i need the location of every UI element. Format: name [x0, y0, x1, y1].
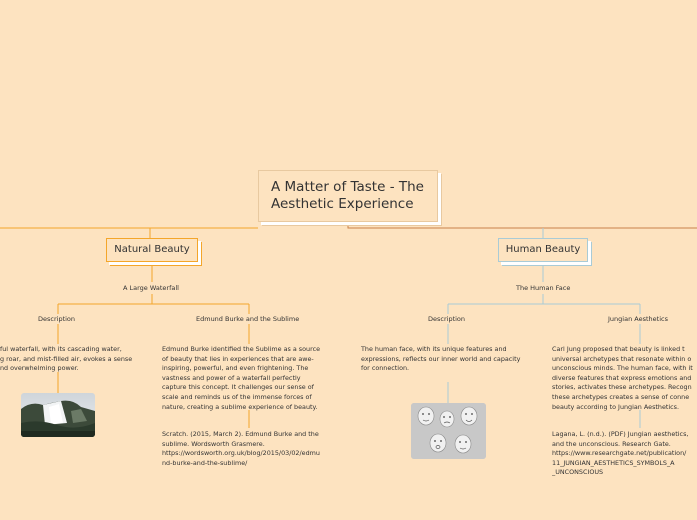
natural-burke-line: Edmund Burke identified the Sublime as a source [162, 345, 321, 353]
human-description-line: for connection. [361, 364, 410, 373]
natural-beauty-node[interactable]: Natural Beauty [106, 238, 198, 262]
natural-subtopic-label[interactable]: A Large Waterfall [123, 284, 179, 292]
link-root-natural [150, 228, 258, 238]
waterfall-image[interactable] [21, 393, 95, 437]
human-jung-label[interactable]: Jungian Aesthetics [608, 315, 668, 323]
human-citation-line: _UNCONSCIOUS [552, 468, 604, 477]
natural-description-line: ful waterfall, with its cascading water, [0, 345, 122, 353]
human-beauty-node[interactable]: Human Beauty [498, 238, 588, 262]
natural-citation-line: Scratch. (2015, March 2). Edmund Burke and the [162, 430, 319, 438]
human-description-line: expressions, reflects our inner world and capacity [361, 354, 521, 363]
natural-citation-text [162, 430, 342, 468]
human-jung-line: these archetypes creates a sense of conne [552, 392, 690, 401]
natural-burke-label[interactable]: Edmund Burke and the Sublime [196, 315, 300, 323]
natural-description-line: g roar, and mist-filled air, evokes a sense [0, 354, 133, 363]
natural-description-line: nd overwhelming power. [0, 364, 79, 373]
natural-burke-line: of beauty that lies in experiences that are awe- [162, 354, 314, 363]
human-citation-line: 11_JUNGIAN_AESTHETICS_SYMBOLS_A [552, 458, 675, 467]
natural-burke-line: nature, creating a sublime experience of beauty. [162, 402, 318, 411]
natural-description-label[interactable]: Description [38, 315, 76, 323]
human-citation-line: https://www.researchgate.net/publication/ [552, 449, 687, 458]
natural-description-text [0, 345, 150, 374]
natural-burke-line: inspiring, powerful, and even frightening. The [162, 364, 309, 373]
natural-burke-line: vastness and power of a waterfall perfectly [162, 373, 301, 382]
natural-burke-text [162, 345, 342, 412]
natural-citation-line: https://wordsworth.org.uk/blog/2015/03/02/edmu [162, 449, 320, 458]
natural-burke-line: capture this concept. It challenges our sense of [162, 383, 314, 392]
link-human-split [448, 294, 640, 314]
link-natural-split [58, 294, 249, 314]
link-root-human [348, 222, 697, 228]
human-citation-line: Lagana, L. (n.d.). (PDF) Jungian aesthetics, [552, 430, 689, 438]
human-jung-line: universal archetypes that resonate within o [552, 354, 692, 363]
human-description-text [361, 345, 541, 374]
human-description-line: The human face, with its unique features and [361, 345, 507, 353]
human-jung-line: diverse features that express emotions and [552, 373, 692, 382]
human-description-label[interactable]: Description [428, 315, 466, 323]
root-node[interactable] [258, 170, 438, 222]
human-subtopic-label[interactable]: The Human Face [516, 284, 571, 292]
human-jung-line: stories, activates these archetypes. Recogn [552, 383, 692, 392]
root-title-line1: A Matter of Taste - The [271, 179, 424, 195]
human-citation-line: and the unconscious. Research Gate. [552, 439, 671, 448]
human-citation-text [552, 430, 697, 478]
natural-citation-line: sublime. Wordsworth Grasmere. [162, 439, 265, 448]
human-faces-image[interactable] [411, 403, 486, 459]
root-title-line2: Aesthetic Experience [271, 196, 414, 212]
human-jung-line: beauty according to Jungian Aesthetics. [552, 402, 680, 411]
natural-citation-line: nd-burke-and-the-sublime/ [162, 458, 248, 467]
human-jung-line: unconscious minds. The human face, with it [552, 364, 693, 373]
natural-burke-line: scale and reminds us of the immense forces of [162, 392, 312, 401]
human-jung-line: Carl Jung proposed that beauty is linked t [552, 345, 685, 353]
human-jung-text [552, 345, 697, 412]
